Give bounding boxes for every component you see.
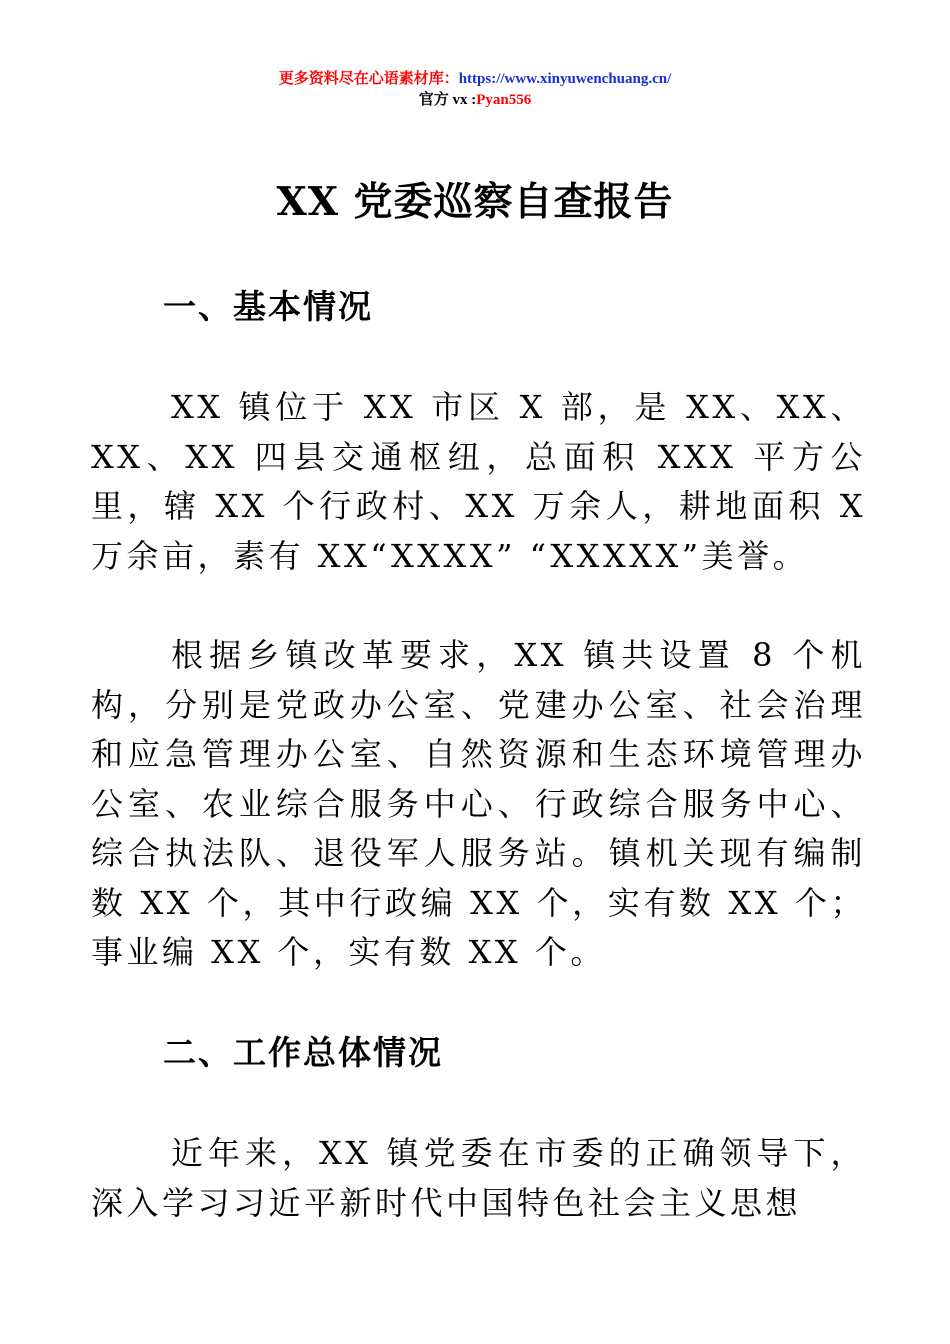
paragraph-institutions: 根据乡镇改革要求，XX 镇共设置 8 个机构，分别是党政办公室、党建办公室、社会治理和应急管理办公室、自然资源和生态环境管理办公室、农业综合服务中心、行政综合服务中心、综合执法队、退役军人服务站。镇机关现有编制数 XX 个，其中行政编 XX 个，实有数 XX 个；事业编 XX 个，实有数 XX 个。 xyxy=(91,636,866,971)
paragraph-recent-years: 近年来，XX 镇党委在市委的正确领导下，深入学习习近平新时代中国特色社会主义思想 xyxy=(91,1134,866,1222)
contact-label: 官方 vx : xyxy=(418,92,477,108)
document-title: XX 党委巡察自查报告 xyxy=(276,179,674,225)
contact-id: Pyan556 xyxy=(476,92,532,108)
source-banner xyxy=(0,70,950,88)
section-heading-basic: 一、基本情况 xyxy=(163,287,373,326)
paragraph-location: XX 镇位于 XX 市区 X 部，是 XX、XX、XX、XX 四县交通枢纽，总面积 XXX 平方公里，辖 XX 个行政村、XX 万余人，耕地面积 X 万余亩，素有 XX“XXXX” “XXXXX”美誉。 xyxy=(91,388,866,575)
section-heading-overall: 二、工作总体情况 xyxy=(163,1033,443,1072)
contact-banner xyxy=(0,91,950,109)
source-link[interactable]: https://www.xinyuwenchuang.cn/ xyxy=(458,71,672,87)
source-label: 更多资料尽在心语素材库： xyxy=(278,71,459,87)
